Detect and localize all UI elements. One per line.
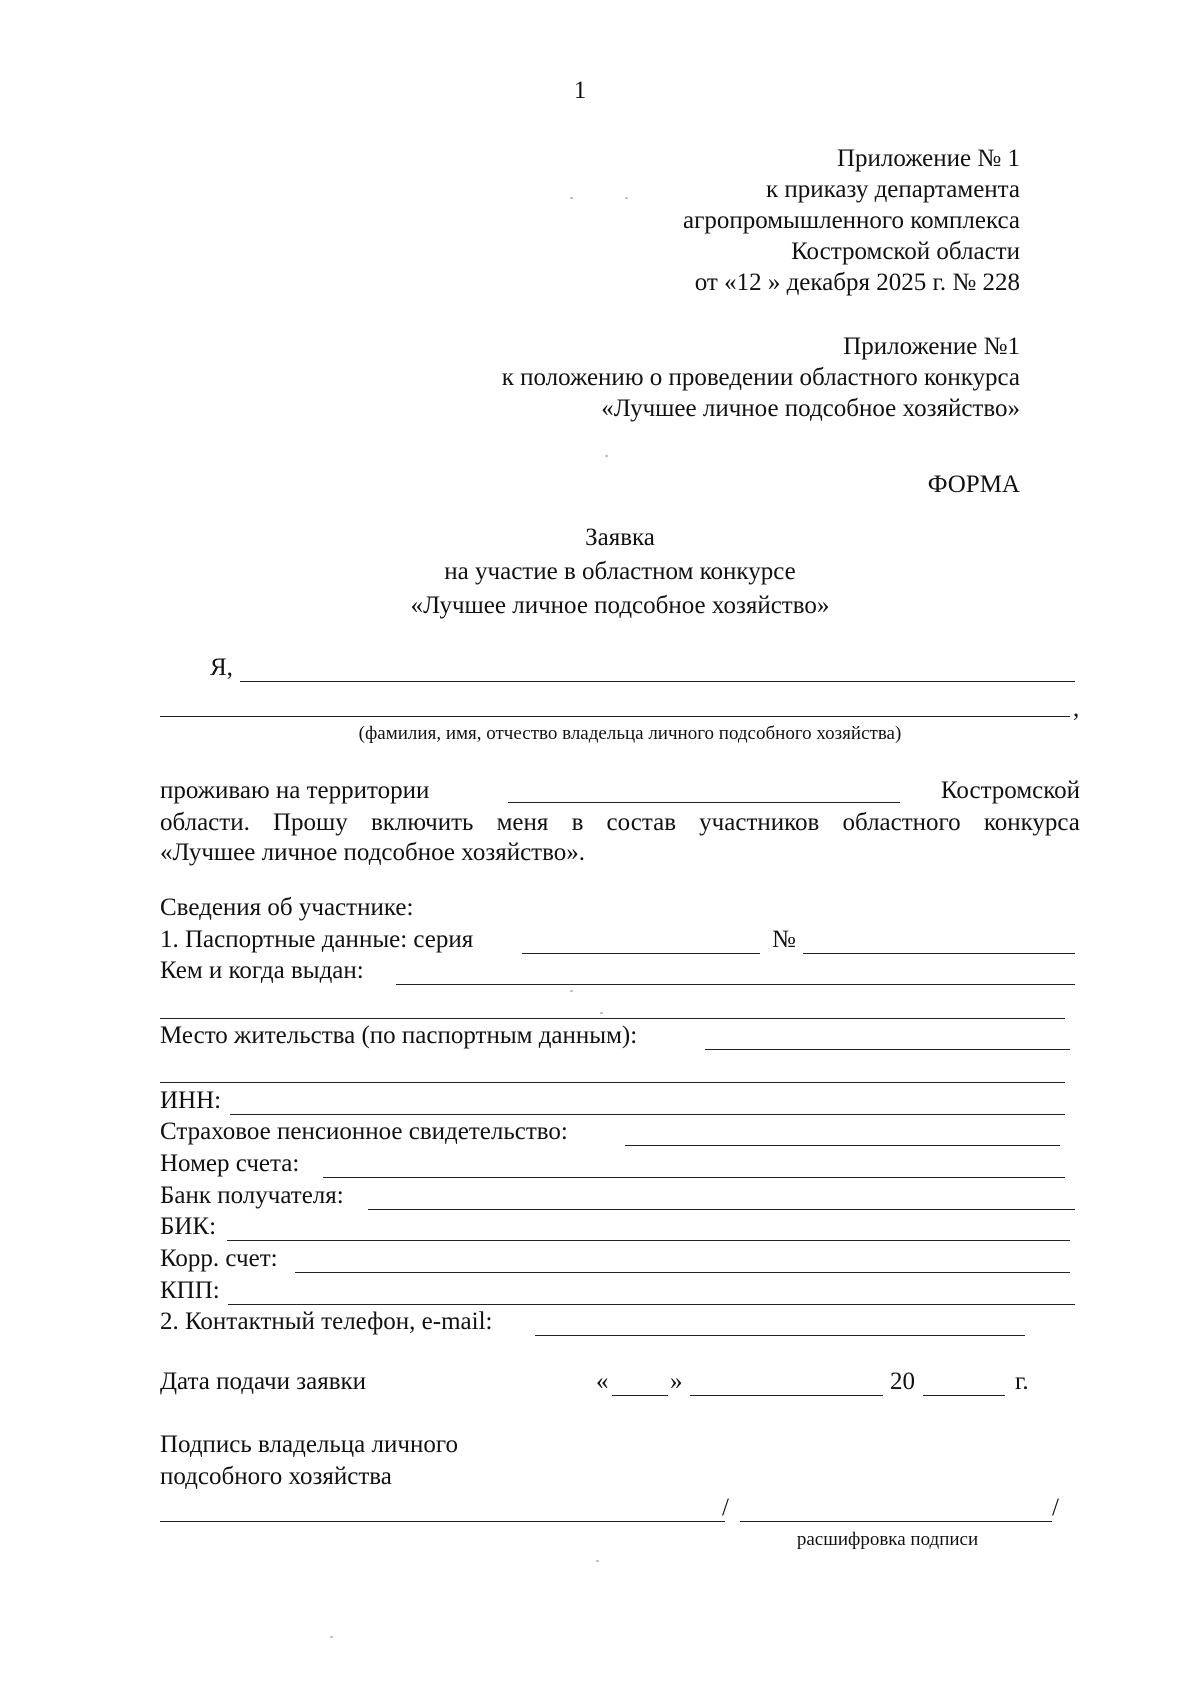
scan-speck — [605, 455, 608, 457]
date-day-field[interactable] — [612, 1395, 668, 1396]
pension-certificate-label: Страховое пенсионное свидетельство: — [160, 1118, 568, 1145]
appendix-header-line: Костромской области — [791, 238, 1020, 265]
pension-certificate-field[interactable] — [625, 1145, 1060, 1146]
regulation-header-line: «Лучшее личное подсобное хозяйство» — [601, 395, 1020, 422]
signature-slash: / — [722, 1494, 729, 1521]
paragraph-word: области. — [160, 809, 250, 836]
bank-field[interactable] — [368, 1209, 1075, 1210]
residence-field[interactable] — [705, 1049, 1070, 1050]
territory-field[interactable] — [508, 802, 900, 803]
title-line: на участие в областном конкурсе — [444, 558, 796, 585]
corr-account-field[interactable] — [295, 1272, 1070, 1273]
residence-field-continued[interactable] — [160, 1082, 1065, 1083]
appendix-header-line: к приказу департамента — [765, 176, 1020, 203]
appendix-header-line: от «12 » декабря 2025 г. № 228 — [694, 269, 1020, 296]
account-number-label: Номер счета: — [160, 1150, 300, 1177]
passport-number-label: № — [772, 926, 796, 953]
bik-label: БИК: — [160, 1213, 217, 1240]
page-number: 1 — [573, 77, 587, 104]
signature-transcript-field[interactable] — [740, 1521, 1052, 1522]
scan-speck — [570, 197, 573, 199]
passport-series-label: 1. Паспортные данные: серия — [160, 926, 474, 953]
info-heading: Сведения об участнике: — [160, 894, 414, 921]
issued-by-field-continued[interactable] — [160, 1018, 1065, 1019]
paragraph-text: «Лучшее личное подсобное хозяйство». — [160, 839, 585, 866]
paragraph-word: участников — [699, 809, 820, 836]
paragraph-word: Прошу — [273, 809, 348, 836]
residence-label: Место жительства (по паспортным данным): — [160, 1022, 638, 1049]
date-close-quote: » — [670, 1368, 683, 1395]
paragraph-word: включить — [370, 809, 474, 836]
paragraph-word: в — [571, 809, 584, 836]
date-month-field[interactable] — [690, 1395, 883, 1396]
kpp-field[interactable] — [228, 1304, 1075, 1305]
applicant-prefix: Я, — [210, 654, 233, 681]
signature-slash: / — [1052, 1494, 1059, 1521]
account-number-field[interactable] — [323, 1177, 1065, 1178]
signature-field[interactable] — [160, 1521, 725, 1522]
kpp-label: КПП: — [160, 1277, 220, 1304]
paragraph-justified-line — [160, 807, 1080, 838]
applicant-caption: (фамилия, имя, отчество владельца личного подсобного хозяйства) — [358, 723, 902, 744]
signature-label: Подпись владельца личного — [160, 1431, 458, 1458]
date-year-prefix: 20 — [890, 1368, 915, 1395]
appendix-header-line: Приложение № 1 — [836, 145, 1020, 172]
paragraph-word: областного — [842, 809, 961, 836]
title-line: Заявка — [585, 524, 655, 551]
issued-by-field[interactable] — [396, 984, 1075, 985]
contact-label: 2. Контактный телефон, e-mail: — [160, 1308, 493, 1335]
paragraph-word: состав — [606, 809, 676, 836]
signature-label: подсобного хозяйства — [160, 1463, 392, 1490]
bik-field[interactable] — [227, 1240, 1070, 1241]
bank-label: Банк получателя: — [160, 1182, 344, 1209]
scan-speck — [330, 1636, 333, 1638]
applicant-name-field-continued[interactable] — [160, 716, 1070, 717]
scan-speck — [570, 990, 573, 992]
submission-date-label: Дата подачи заявки — [160, 1368, 367, 1395]
date-open-quote: « — [596, 1368, 609, 1395]
title-line: «Лучшее личное подсобное хозяйство» — [410, 592, 830, 619]
contact-field[interactable] — [535, 1335, 1025, 1336]
paragraph-word: меня — [496, 809, 549, 836]
paragraph-word: конкурса — [983, 809, 1080, 836]
paragraph-text: проживаю на территории — [160, 777, 430, 804]
date-year-field[interactable] — [923, 1395, 1005, 1396]
scan-speck — [596, 1560, 599, 1562]
passport-series-field[interactable] — [522, 953, 760, 954]
scan-speck — [600, 1012, 603, 1014]
inn-field[interactable] — [230, 1114, 1065, 1115]
inn-label: ИНН: — [160, 1087, 222, 1114]
paragraph-text: Костромской — [940, 777, 1080, 804]
applicant-name-field[interactable] — [240, 681, 1075, 682]
signature-caption: расшифровка подписи — [796, 1529, 979, 1550]
scan-speck — [625, 197, 628, 199]
issued-by-label: Кем и когда выдан: — [160, 957, 364, 984]
regulation-header-line: к положению о проведении областного конкурса — [501, 364, 1020, 391]
form-label: ФОРМА — [927, 471, 1020, 498]
corr-account-label: Корр. счет: — [160, 1245, 278, 1272]
regulation-header-line: Приложение №1 — [843, 333, 1020, 360]
date-year-suffix: г. — [1015, 1368, 1029, 1395]
applicant-comma: , — [1073, 695, 1080, 722]
passport-number-field[interactable] — [803, 953, 1075, 954]
appendix-header-line: агропромышленного комплекса — [682, 207, 1020, 234]
